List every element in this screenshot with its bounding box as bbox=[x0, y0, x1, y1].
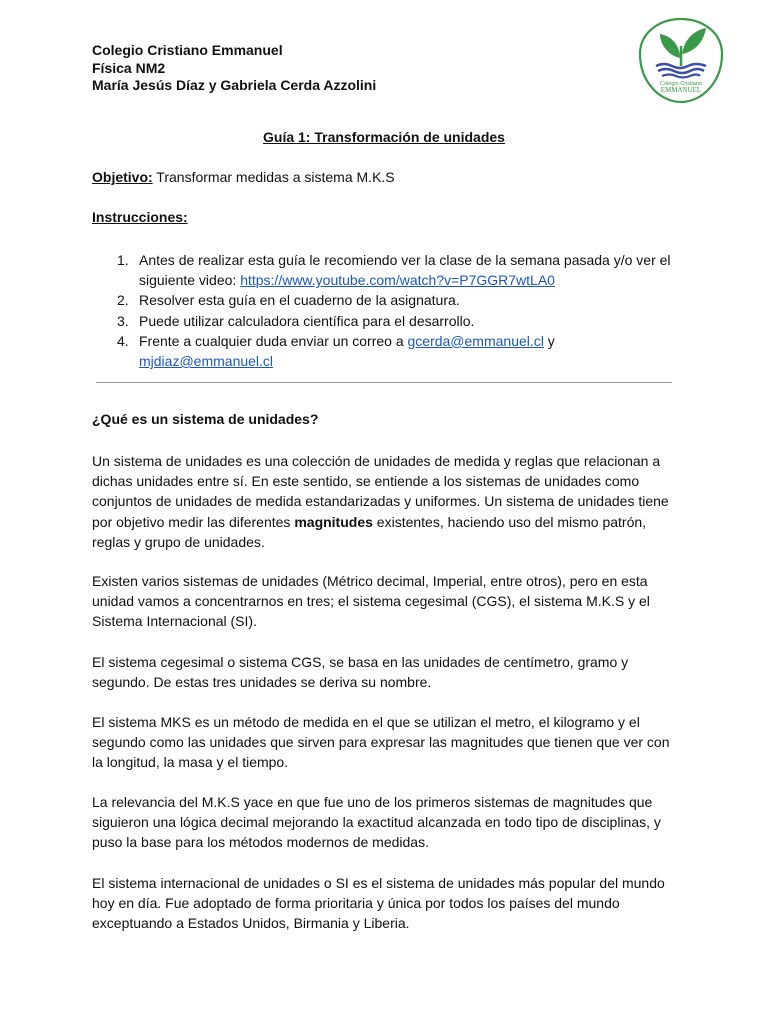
email-link-mjdiaz[interactable]: mjdiaz@emmanuel.cl bbox=[139, 353, 274, 370]
paragraph-line: La relevancia del M.K.S yace en que fue uno de los primeros sistemas de magnitudes que bbox=[92, 794, 653, 810]
paragraph-cgs bbox=[92, 652, 682, 692]
list-item-text: Puede utilizar calculadora científica para el desarrollo. bbox=[139, 312, 475, 329]
paragraph-line: siguieron una lógica decimal mejorando la exactitud alcanzada en todo tipo de disciplinas, y bbox=[92, 814, 661, 831]
list-item-text: y bbox=[543, 332, 555, 349]
paragraph-line: hoy en día. Fue adoptado de forma prioritaria y única por todos los países del mundo bbox=[92, 895, 620, 912]
paragraph-line: la longitud, la masa y el tiempo. bbox=[92, 754, 289, 771]
page-title: Guía 1: Transformación de unidades bbox=[263, 129, 505, 145]
logo-left-leaf bbox=[660, 34, 680, 58]
logo-wave-3 bbox=[662, 75, 700, 78]
paragraph-line: dichas unidades entre sí. En este sentido, se entiende a los sistemas de unidades como bbox=[92, 473, 640, 490]
paragraph-systems bbox=[92, 571, 682, 632]
paragraph-line: puso la base para los métodos modernos de medidas. bbox=[92, 834, 429, 851]
divider bbox=[96, 382, 672, 383]
logo-right-leaf bbox=[682, 28, 706, 54]
leaf-and-water-logo bbox=[636, 16, 726, 106]
paragraph-line bbox=[92, 512, 682, 532]
list-number: 1. bbox=[117, 252, 129, 268]
paragraph-relevance bbox=[92, 792, 682, 853]
objective-text: Transformar medidas a sistema M.K.S bbox=[152, 169, 395, 185]
list-item-text: Resolver esta guía en el cuaderno de la asignatura. bbox=[139, 292, 460, 309]
section-heading: ¿Qué es un sistema de unidades? bbox=[92, 411, 319, 427]
list-item-text: Frente a cualquier duda enviar un correo a bbox=[139, 332, 408, 349]
paragraph-line: exceptuando a Estados Unidos, Birmania y Liberia. bbox=[92, 915, 410, 932]
paragraph-mks bbox=[92, 712, 682, 773]
list-item bbox=[117, 311, 677, 331]
paragraph-line: El sistema internacional de unidades o SI es el sistema de unidades más popular del mundo bbox=[92, 875, 665, 891]
bold-term: magnitudes bbox=[294, 513, 373, 530]
list-number: 2. bbox=[117, 292, 129, 309]
objective bbox=[92, 169, 395, 185]
document-header bbox=[92, 42, 376, 95]
paragraph-text: por objetivo medir las diferentes bbox=[92, 513, 295, 530]
list-number: 4. bbox=[117, 332, 129, 349]
paragraph-line: El sistema cegesimal o sistema CGS, se basa en las unidades de centímetro, gramo y bbox=[92, 654, 629, 670]
logo-text-top: Colegio Cristiano bbox=[660, 81, 702, 87]
paragraph-line: segundo como las unidades que sirven para expresar las magnitudes que tienen que ver con bbox=[92, 734, 670, 751]
instructions-list bbox=[117, 250, 677, 371]
video-link[interactable]: https://www.youtube.com/watch?v=P7GGR7wtLA0 bbox=[240, 272, 555, 289]
paragraph-line: unidad vamos a concentrarnos en tres; el sistema cegesimal (CGS), el sistema M.K.S y el bbox=[92, 593, 650, 610]
instructions-heading: Instrucciones: bbox=[92, 209, 188, 225]
list-item-text: siguiente video: bbox=[139, 272, 241, 289]
list-number: 3. bbox=[117, 312, 129, 329]
logo-text-bottom: EMMANUEL bbox=[660, 86, 702, 94]
course-name: Física NM2 bbox=[92, 59, 166, 76]
list-item bbox=[117, 250, 677, 290]
list-item bbox=[117, 331, 677, 371]
list-item-text: Antes de realizar esta guía le recomiendo ver la clase de la semana pasada y/o ver el bbox=[139, 252, 671, 268]
paragraph-line: segundo. De estas tres unidades se deriva su nombre. bbox=[92, 674, 432, 691]
paragraph-text: existentes, haciendo uso del mismo patrón, bbox=[372, 513, 647, 530]
paragraph-line: Existen varios sistemas de unidades (Métrico decimal, Imperial, entre otros), pero en esta bbox=[92, 573, 648, 589]
email-link-gcerda[interactable]: gcerda@emmanuel.cl bbox=[407, 332, 544, 349]
logo-wave-2 bbox=[658, 69, 704, 73]
paragraph-line: reglas y grupo de unidades. bbox=[92, 533, 265, 550]
list-item bbox=[117, 290, 677, 310]
paragraph-line: Un sistema de unidades es una colección de unidades de medida y reglas que relacionan a bbox=[92, 453, 661, 469]
paragraph-line: conjuntos de unidades de medida estandarizadas y uniformes. Un sistema de unidades tiene bbox=[92, 493, 669, 510]
school-name: Colegio Cristiano Emmanuel bbox=[92, 42, 283, 58]
paragraph-si bbox=[92, 873, 682, 934]
paragraph-line: El sistema MKS es un método de medida en el que se utilizan el metro, el kilogramo y el bbox=[92, 714, 640, 730]
paragraph-line: Sistema Internacional (SI). bbox=[92, 613, 257, 630]
paragraph-definition bbox=[92, 451, 682, 552]
author-names: María Jesús Díaz y Gabriela Cerda Azzolini bbox=[92, 77, 377, 93]
objective-label: Objetivo: bbox=[92, 169, 153, 185]
